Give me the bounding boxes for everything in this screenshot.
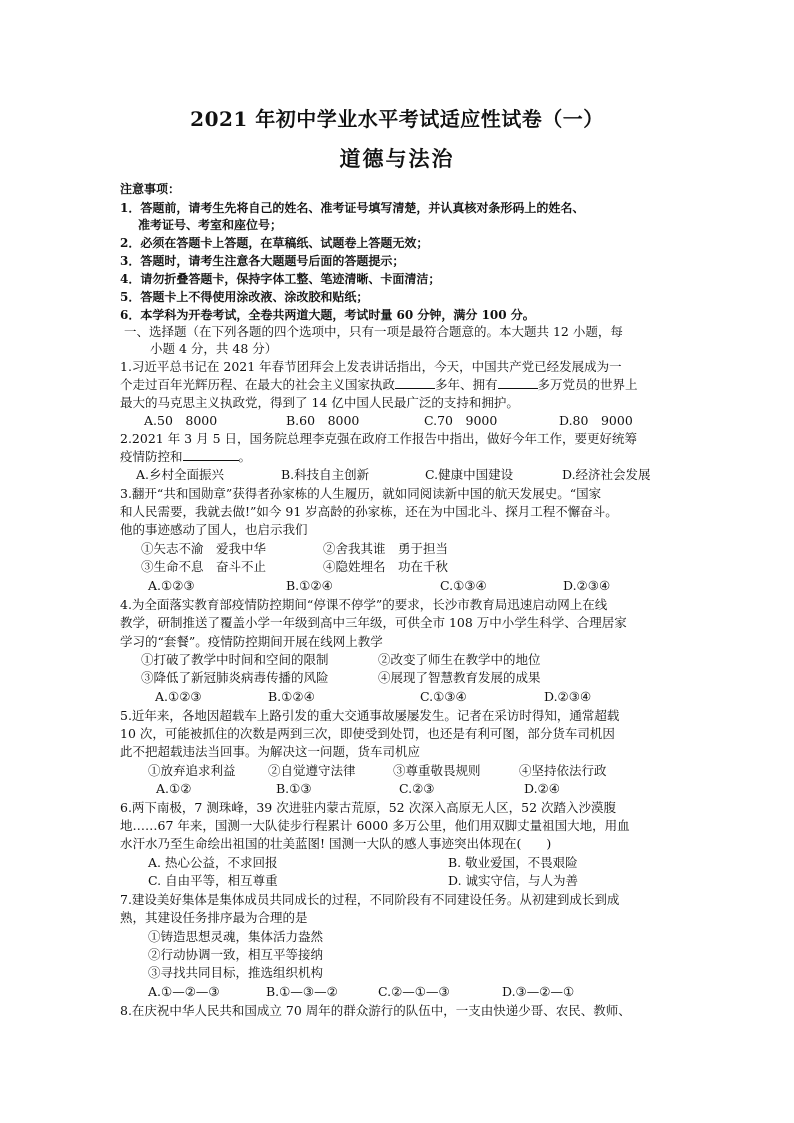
q5-option-b: B.①③ (276, 781, 312, 796)
note-item: 准考证号、考室和座位号； (138, 218, 283, 232)
q4-statement: ②改变了师生在教学中的地位 (378, 652, 541, 667)
note-item: 1．答题前，请考生先将自己的姓名、准考证号填写清楚，并认真核对条形码上的姓名、 (120, 201, 585, 215)
q7-option-c: C.②—①—③ (378, 984, 450, 999)
q7-statement: ①铸造思想灵魂，集体活力盎然 (148, 929, 324, 944)
q3-option-b: B.①②④ (286, 578, 333, 593)
q3-text: 3.翻开“共和国勋章”获得者孙家栋的人生履历，就如同阅读新中国的航天发展史。“国家 (120, 486, 602, 501)
q3-statement: ①矢志不渝 爱我中华 (141, 541, 267, 556)
answer-blank (183, 448, 239, 461)
q3-text: 和人民需要，我就去做!”如今 91 岁高龄的孙家栋，还在为中国北斗、探月工程不懈奋斗。 (120, 504, 618, 519)
q4-option-a: A.①②③ (155, 689, 202, 704)
q5-option-c: C.②③ (399, 781, 435, 796)
q6-option-c: C. 自由平等，相互尊重 (148, 873, 278, 888)
q5-statement: ④坚持依法行政 (519, 763, 607, 778)
q3-statement: ②舍我其谁 勇于担当 (323, 541, 449, 556)
q1-option-b: B.60 8000 (286, 413, 360, 428)
q3-option-c: C.①③④ (440, 578, 487, 593)
q5-option-a: A.①② (156, 781, 192, 796)
q1-text: 个走过百年光辉历程、在最大的社会主义国家执政 多年、拥有 多万党员的世界上 (120, 377, 638, 392)
q2-text: 2.2021 年 3 月 5 日，国务院总理李克强在政府工作报告中指出，做好今年工作，要更好统筹 (120, 431, 638, 446)
q6-option-a: A. 热心公益，不求回报 (148, 855, 278, 870)
q7-text: 7.建设美好集体是集体成员共同成长的过程，不同阶段有不同建设任务。从初建到成长到成 (120, 892, 620, 907)
note-item: 2．必须在答题卡上答题，在草稿纸、试题卷上答题无效； (120, 236, 429, 250)
q4-option-b: B.①②④ (268, 689, 315, 704)
q4-text: 学习的“套餐”。疫情防控期间开展在线网上教学 (120, 634, 383, 649)
q3-statement: ③生命不息 奋斗不止 (141, 559, 267, 574)
notes-heading: 注意事项： (120, 182, 181, 196)
q2-option-a: A.乡村全面振兴 (136, 467, 225, 482)
q7-option-a: A.①—②—③ (148, 984, 220, 999)
subject-title: 道德与法治 (339, 146, 455, 171)
q4-text: 教学，研制推送了覆盖小学一年级到高中三年级，可供全市 108 万中小学生科学、合理居家 (120, 615, 627, 630)
q3-statement: ④隐姓埋名 功在千秋 (323, 559, 449, 574)
q1-text: 1.习近平总书记在 2021 年春节团拜会上发表讲话指出，今天，中国共产党已经发展成为一 (120, 359, 622, 374)
q7-statement: ②行动协调一致，相互平等接纳 (148, 947, 324, 962)
q1-option-a: A.50 8000 (144, 413, 218, 428)
q1-option-c: C.70 9000 (424, 413, 498, 428)
q6-text: 地……67 年来，国测一大队徒步行程累计 6000 多万公里，他们用双脚丈量祖国大地，用血 (120, 818, 630, 833)
q2-text: 疫情防控和 。 (120, 449, 252, 464)
q5-statement: ①放弃追求利益 (148, 763, 236, 778)
q5-text: 此不把超载违法当回事。为解决这一问题，货车司机应 (120, 744, 421, 759)
answer-blank (498, 376, 538, 389)
q7-option-d: D.③—②—① (502, 984, 575, 999)
q7-text: 熟，其建设任务排序最为合理的是 (120, 910, 308, 925)
note-item: 3．答题时，请考生注意各大题题号后面的答题提示； (120, 254, 405, 268)
q6-text: 水汗水乃至生命绘出祖国的壮美蓝图! 国测一大队的感人事迹突出体现在( ) (120, 836, 552, 851)
section-heading-cont: 小题 4 分，共 48 分） (150, 341, 278, 356)
q2-option-d: D.经济社会发展 (562, 467, 651, 482)
q5-statement: ②自觉遵守法律 (268, 763, 356, 778)
q4-option-c: C.①③④ (420, 689, 467, 704)
q3-option-d: D.②③④ (563, 578, 611, 593)
q5-text: 5.近年来，各地因超载车上路引发的重大交通事故屡屡发生。记者在采访时得知，通常超载 (120, 708, 620, 723)
exam-title: 2021 年初中学业水平考试适应性试卷（一） (190, 107, 604, 131)
q1-option-d: D.80 9000 (559, 413, 633, 428)
q2-option-c: C.健康中国建设 (425, 467, 514, 482)
q4-text: 4.为全面落实教育部疫情防控期间“停课不停学”的要求，长沙市教育局迅速启动网上在线 (120, 597, 608, 612)
q6-option-d: D. 诚实守信，与人为善 (448, 873, 579, 888)
q8-text: 8.在庆祝中华人民共和国成立 70 周年的群众游行的队伍中，一支由快递少哥、农民、教师、 (120, 1003, 631, 1018)
answer-blank (395, 376, 435, 389)
q4-statement: ③降低了新冠肺炎病毒传播的风险 (141, 670, 329, 685)
q6-text: 6.两下南极，7 测珠峰，39 次进驻内蒙古荒原，52 次深入高原无人区，52 次踏入沙漠腹 (120, 800, 616, 815)
note-item: 6．本学科为开卷考试，全卷共两道大题，考试时量 60 分钟，满分 100 分。 (120, 308, 535, 322)
note-item: 5．答题卡上不得使用涂改液、涂改胶和贴纸； (120, 290, 369, 304)
q4-statement: ①打破了教学中时间和空间的限制 (141, 652, 329, 667)
q4-option-d: D.②③④ (544, 689, 592, 704)
q5-text: 10 次，可能被抓住的次数是两到三次，即使受到处罚，也还是有利可图，部分货车司机因 (120, 726, 615, 741)
q3-option-a: A.①②③ (148, 578, 195, 593)
q5-statement: ③尊重敬畏规则 (393, 763, 481, 778)
q5-option-d: D.②④ (524, 781, 560, 796)
q7-statement: ③寻找共同目标，推选组织机构 (148, 965, 324, 980)
q4-statement: ④展现了智慧教育发展的成果 (378, 670, 541, 685)
q2-option-b: B.科技自主创新 (281, 467, 370, 482)
q6-option-b: B. 敬业爱国，不畏艰险 (448, 855, 578, 870)
q1-text: 最大的马克思主义执政党，得到了 14 亿中国人民最广泛的支持和拥护。 (120, 395, 519, 410)
q7-option-b: B.①—③—② (266, 984, 338, 999)
q3-text: 他的事迹感动了国人，也启示我们 (120, 522, 308, 537)
note-item: 4．请勿折叠答题卡，保持字体工整、笔迹清晰、卡面清洁； (120, 272, 441, 286)
section-heading: 一、选择题（在下列各题的四个选项中，只有一项是最符合题意的。本大题共 12 小题，每 (124, 324, 623, 339)
